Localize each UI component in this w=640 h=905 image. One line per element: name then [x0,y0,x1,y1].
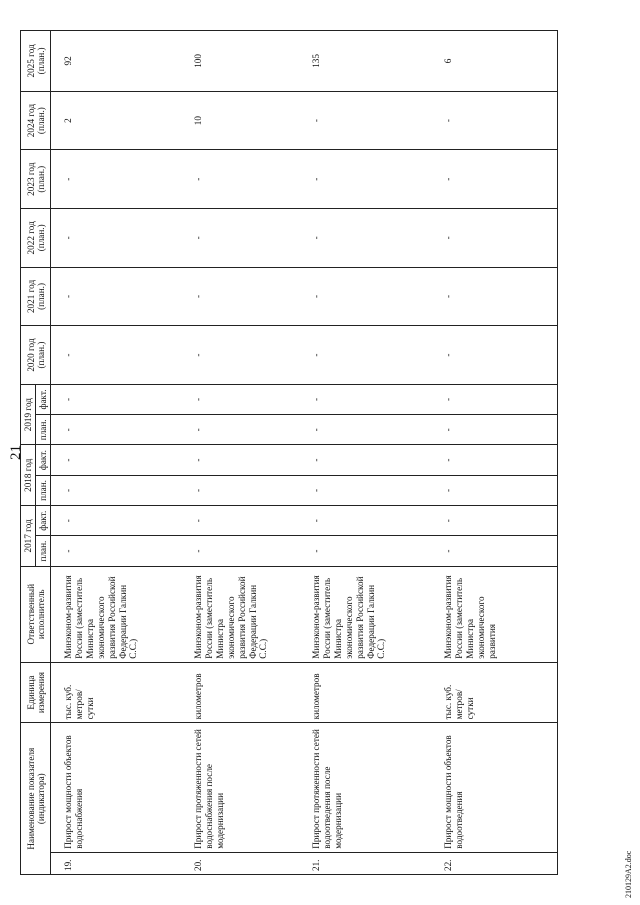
value-2019-plan: - [431,415,558,445]
value-2019-plan: - [299,415,431,445]
value-2019-fact: - [299,384,431,414]
value-2024: - [299,91,431,150]
value-2018-plan: - [299,475,431,505]
header-year-2023: 2023 год (план.) [21,150,51,209]
header-plan-2019: план. [36,415,51,445]
value-2019-fact: - [51,384,182,414]
value-2017-plan: - [181,536,299,566]
value-2022: - [299,209,431,268]
value-2023: - [431,150,558,209]
value-2019-fact: - [181,384,299,414]
header-year-2017: 2017 год [21,506,36,567]
table-row [181,31,299,875]
header-fact-2018: факт. [36,445,51,475]
value-2019-plan: - [51,415,182,445]
unit-cell: тыс. куб. метров/ сутки [431,662,558,723]
value-2022: - [431,209,558,268]
value-2022: - [181,209,299,268]
header-indicator: Наименование показателя (индикатора) [21,723,51,875]
value-2025: 100 [181,31,299,92]
unit-cell: тыс. куб. метров/ сутки [51,662,182,723]
table-body [51,31,558,875]
header-fact-2017: факт. [36,506,51,536]
value-2023: - [181,150,299,209]
value-2018-fact: - [181,445,299,475]
row-number: 19. [51,852,182,874]
footer-filename: 210129A2.doc [624,850,633,898]
table-row [431,31,558,875]
value-2018-plan: - [51,475,182,505]
value-2017-plan: - [299,536,431,566]
indicators-table [20,30,558,875]
value-2025: 135 [299,31,431,92]
value-2019-fact: - [431,384,558,414]
header-unit: Единица измерения [21,662,51,723]
value-2017-fact: - [299,506,431,536]
header-responsible: Ответственный исполнитель [21,566,51,662]
header-year-2025: 2025 год (план.) [21,31,51,92]
value-2017-fact: - [51,506,182,536]
header-year-2018: 2018 год [21,445,36,506]
unit-cell: километров [299,662,431,723]
row-number: 20. [181,852,299,874]
value-2018-plan: - [181,475,299,505]
indicator-name: Прирост мощности объектов водоотведения [431,723,558,852]
value-2017-plan: - [431,536,558,566]
value-2022: - [51,209,182,268]
value-2021: - [181,267,299,326]
value-2023: - [299,150,431,209]
value-2018-plan: - [431,475,558,505]
indicator-name: Прирост протяженности сетей водоотведения после модернизации [299,723,431,852]
value-2020: - [51,326,182,385]
value-2020: - [181,326,299,385]
value-2021: - [51,267,182,326]
value-2018-fact: - [299,445,431,475]
header-fact-2019: факт. [36,384,51,414]
value-2025: 92 [51,31,182,92]
header-plan-2018: план. [36,475,51,505]
value-2024: 2 [51,91,182,150]
header-year-2021: 2021 год (план.) [21,267,51,326]
row-number: 21. [299,852,431,874]
indicator-name: Прирост мощности объектов водоснабжения [51,723,182,852]
table-header [21,31,51,875]
responsible-cell: Минэконом-развития России (заместитель Министра экономического развития Российской Федерации Галкин С.С.) [51,566,182,662]
header-year-2022: 2022 год (план.) [21,209,51,268]
value-2025: 6 [431,31,558,92]
table-row [51,31,182,875]
unit-cell: километров [181,662,299,723]
value-2021: - [299,267,431,326]
table-row [299,31,431,875]
value-2024: 10 [181,91,299,150]
row-number: 22. [431,852,558,874]
value-2018-fact: - [431,445,558,475]
responsible-cell: Минэконом-развития России (заместитель Министра экономического развития [431,566,558,662]
responsible-cell: Минэконом-развития России (заместитель Министра экономического развития Российской Федерации Галкин С.С.) [181,566,299,662]
value-2021: - [431,267,558,326]
header-year-2024: 2024 год (план.) [21,91,51,150]
indicator-name: Прирост протяженности сетей водоснабжения после модернизации [181,723,299,852]
value-2018-fact: - [51,445,182,475]
value-2024: - [431,91,558,150]
value-2020: - [431,326,558,385]
responsible-cell: Минэконом-развития России (заместитель Министра экономического развития Российской Федерации Галкин С.С.) [299,566,431,662]
header-year-2019: 2019 год [21,384,36,445]
value-2020: - [299,326,431,385]
value-2023: - [51,150,182,209]
value-2017-fact: - [181,506,299,536]
page-number: 21 [8,445,24,460]
value-2019-plan: - [181,415,299,445]
header-plan-2017: план. [36,536,51,566]
header-year-2020: 2020 год (план.) [21,326,51,385]
value-2017-fact: - [431,506,558,536]
value-2017-plan: - [51,536,182,566]
